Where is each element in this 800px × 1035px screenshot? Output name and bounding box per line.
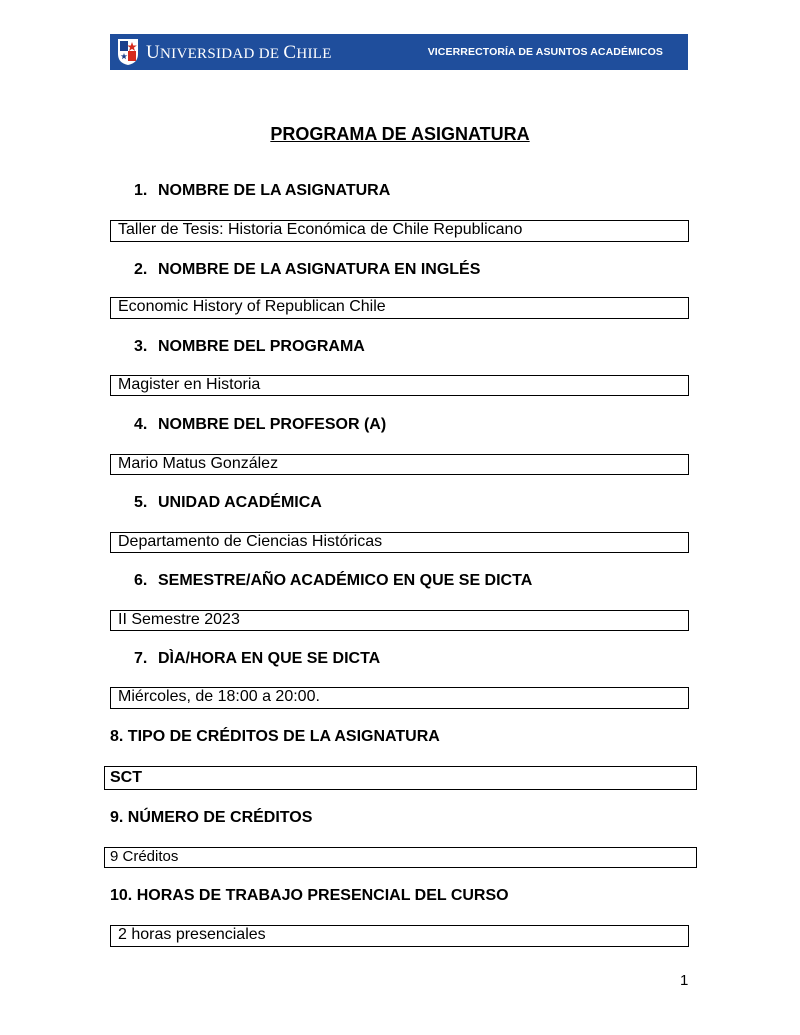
- university-name: UNIVERSIDAD DE CHILE: [146, 42, 332, 63]
- section-heading-5: 5. UNIDAD ACADÉMICA: [134, 494, 322, 511]
- section-heading-4: 4. NOMBRE DEL PROFESOR (A): [134, 416, 387, 433]
- section-heading-6: 6. SEMESTRE/AÑO ACADÉMICO EN QUE SE DICTA: [134, 572, 533, 589]
- section-value-3: Magister en Historia: [110, 375, 689, 396]
- section-value-8: SCT: [104, 766, 697, 790]
- section-heading-1: 1. NOMBRE DE LA ASIGNATURA: [134, 182, 391, 199]
- page-number: 1: [680, 972, 689, 989]
- section-value-4: Mario Matus González: [110, 454, 689, 475]
- section-heading-10: 10. HORAS DE TRABAJO PRESENCIAL DEL CURSO: [110, 887, 509, 904]
- section-heading-3: 3. NOMBRE DEL PROGRAMA: [134, 338, 365, 355]
- section-value-7: Miércoles, de 18:00 a 20:00.: [110, 687, 689, 709]
- section-heading-8: 8. TIPO DE CRÉDITOS DE LA ASIGNATURA: [110, 728, 440, 745]
- section-heading-2: 2. NOMBRE DE LA ASIGNATURA EN INGLÉS: [134, 261, 481, 278]
- document-title: PROGRAMA DE ASIGNATURA: [270, 124, 530, 144]
- section-value-5: Departamento de Ciencias Históricas: [110, 532, 689, 553]
- section-value-1: Taller de Tesis: Historia Económica de Chile Republicano: [110, 220, 689, 242]
- department-name: VICERRECTORÍA DE ASUNTOS ACADÉMICOS: [427, 46, 663, 58]
- section-heading-7: 7. DÌA/HORA EN QUE SE DICTA: [134, 650, 381, 667]
- section-value-2: Economic History of Republican Chile: [110, 297, 689, 319]
- university-crest-icon: [117, 38, 139, 66]
- section-heading-9: 9. NÚMERO DE CRÉDITOS: [110, 809, 313, 826]
- section-value-10: 2 horas presenciales: [110, 925, 689, 947]
- section-value-6: II Semestre 2023: [110, 610, 689, 631]
- section-value-9: 9 Créditos: [104, 847, 697, 868]
- header-banner: [110, 34, 688, 70]
